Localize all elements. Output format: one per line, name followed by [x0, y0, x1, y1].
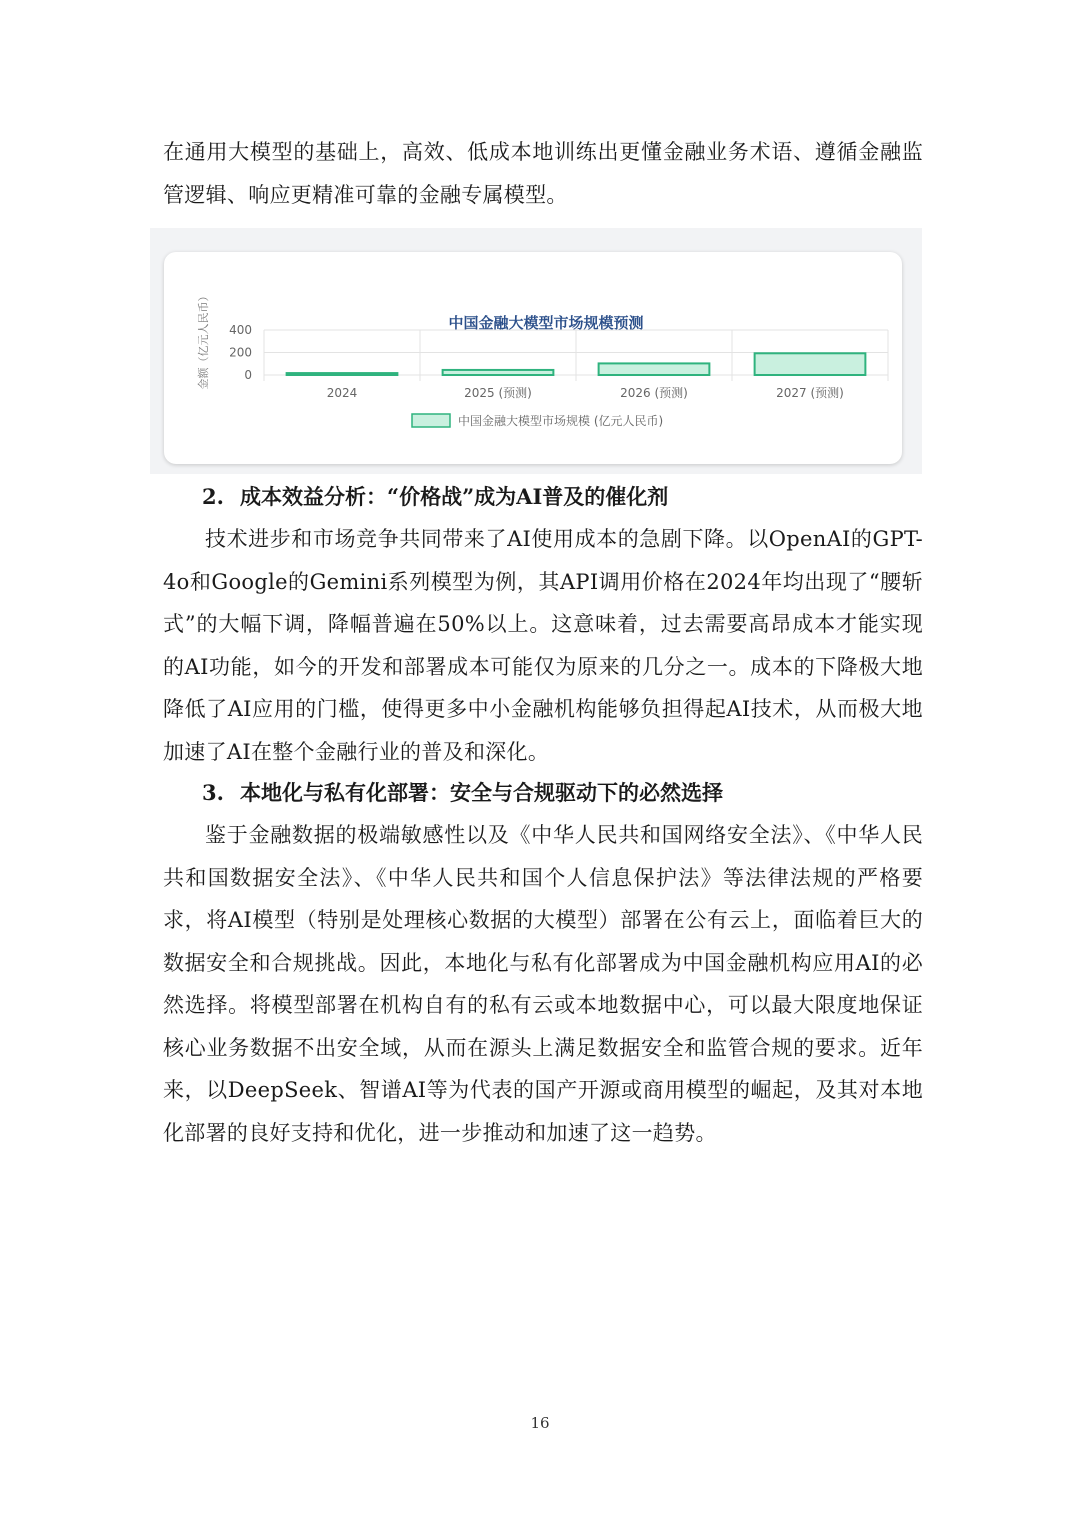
y-axis-ticks	[229, 323, 252, 382]
x-tick-label: 2027 (预测)	[776, 386, 844, 400]
y-tick-label: 200	[229, 345, 252, 360]
y-tick-label: 0	[244, 368, 252, 382]
section-2-heading	[202, 476, 922, 518]
chart-figure	[150, 228, 922, 474]
section-3-title: 本地化与私有化部署：安全与合规驱动下的必然选择	[240, 780, 723, 805]
section-3-body: 鉴于金融数据的极端敏感性以及《中华人民共和国网络安全法》、《中华人民共和国数据安全法》、《中华人民共和国个人信息保护法》等法律法规的严格要求，将AI模型（特别是处理核心数据的大模型）部署在公有云上，面临着巨大的数据安全和合规挑战。因此，本地化与私有化部署成为中国金融机构应用AI的必然选择。将模型部署在机构自有的私有云或本地数据中心，可以最大限度地保证核心业务数据不出安全域，从而在源头上满足数据安全和监管合规的要求。近年来，以DeepSeek、智谱AI等为代表的国产开源或商用模型的崛起，及其对本地化部署的良好支持和优化，进一步推动和加速了这一趋势。	[163, 823, 923, 1145]
x-tick-label: 2026 (预测)	[620, 386, 688, 400]
chart-card	[164, 252, 902, 464]
legend-label: 中国金融大模型市场规模 (亿元人民币)	[458, 414, 664, 428]
bar-2024	[287, 373, 398, 375]
section-2-number: 2.	[202, 484, 224, 509]
page-number: 16	[530, 1414, 550, 1432]
x-axis-ticks	[327, 386, 844, 400]
section-2-body: 技术进步和市场竞争共同带来了AI使用成本的急剧下降。以OpenAI的GPT-4o和Google的Gemini系列模型为例，其API调用价格在2024年均出现了“腰斩式”的大幅下调，降幅普遍在50%以上。这意味着，过去需要高昂成本才能实现的AI功能，如今的开发和部署成本可能仅为原来的几分之一。成本的下降极大地降低了AI应用的门槛，使得更多中小金融机构能够负担得起AI技术，从而极大地加速了AI在整个金融行业的普及和深化。	[163, 527, 923, 764]
bar-2026	[599, 363, 710, 375]
y-axis-label: 金额（亿元人民币）	[197, 290, 210, 390]
section-3-number: 3.	[202, 780, 224, 805]
bar-2027	[755, 353, 866, 375]
section-2-title: 成本效益分析：“价格战”成为AI普及的催化剂	[240, 484, 669, 509]
section-3-heading	[202, 772, 922, 814]
chart-title: 中国金融大模型市场规模预测	[448, 314, 644, 332]
y-tick-label: 400	[229, 323, 252, 337]
legend-swatch	[412, 414, 450, 427]
bar-2025	[443, 370, 554, 375]
x-tick-label: 2025 (预测)	[464, 386, 532, 400]
intro-paragraph: 在通用大模型的基础上，高效、低成本地训练出更懂金融业务术语、遵循金融监管逻辑、响应更精准可靠的金融专属模型。	[163, 140, 923, 207]
bar-chart	[164, 252, 902, 464]
chart-legend[interactable]	[412, 413, 663, 428]
x-tick-label: 2024	[326, 386, 358, 400]
